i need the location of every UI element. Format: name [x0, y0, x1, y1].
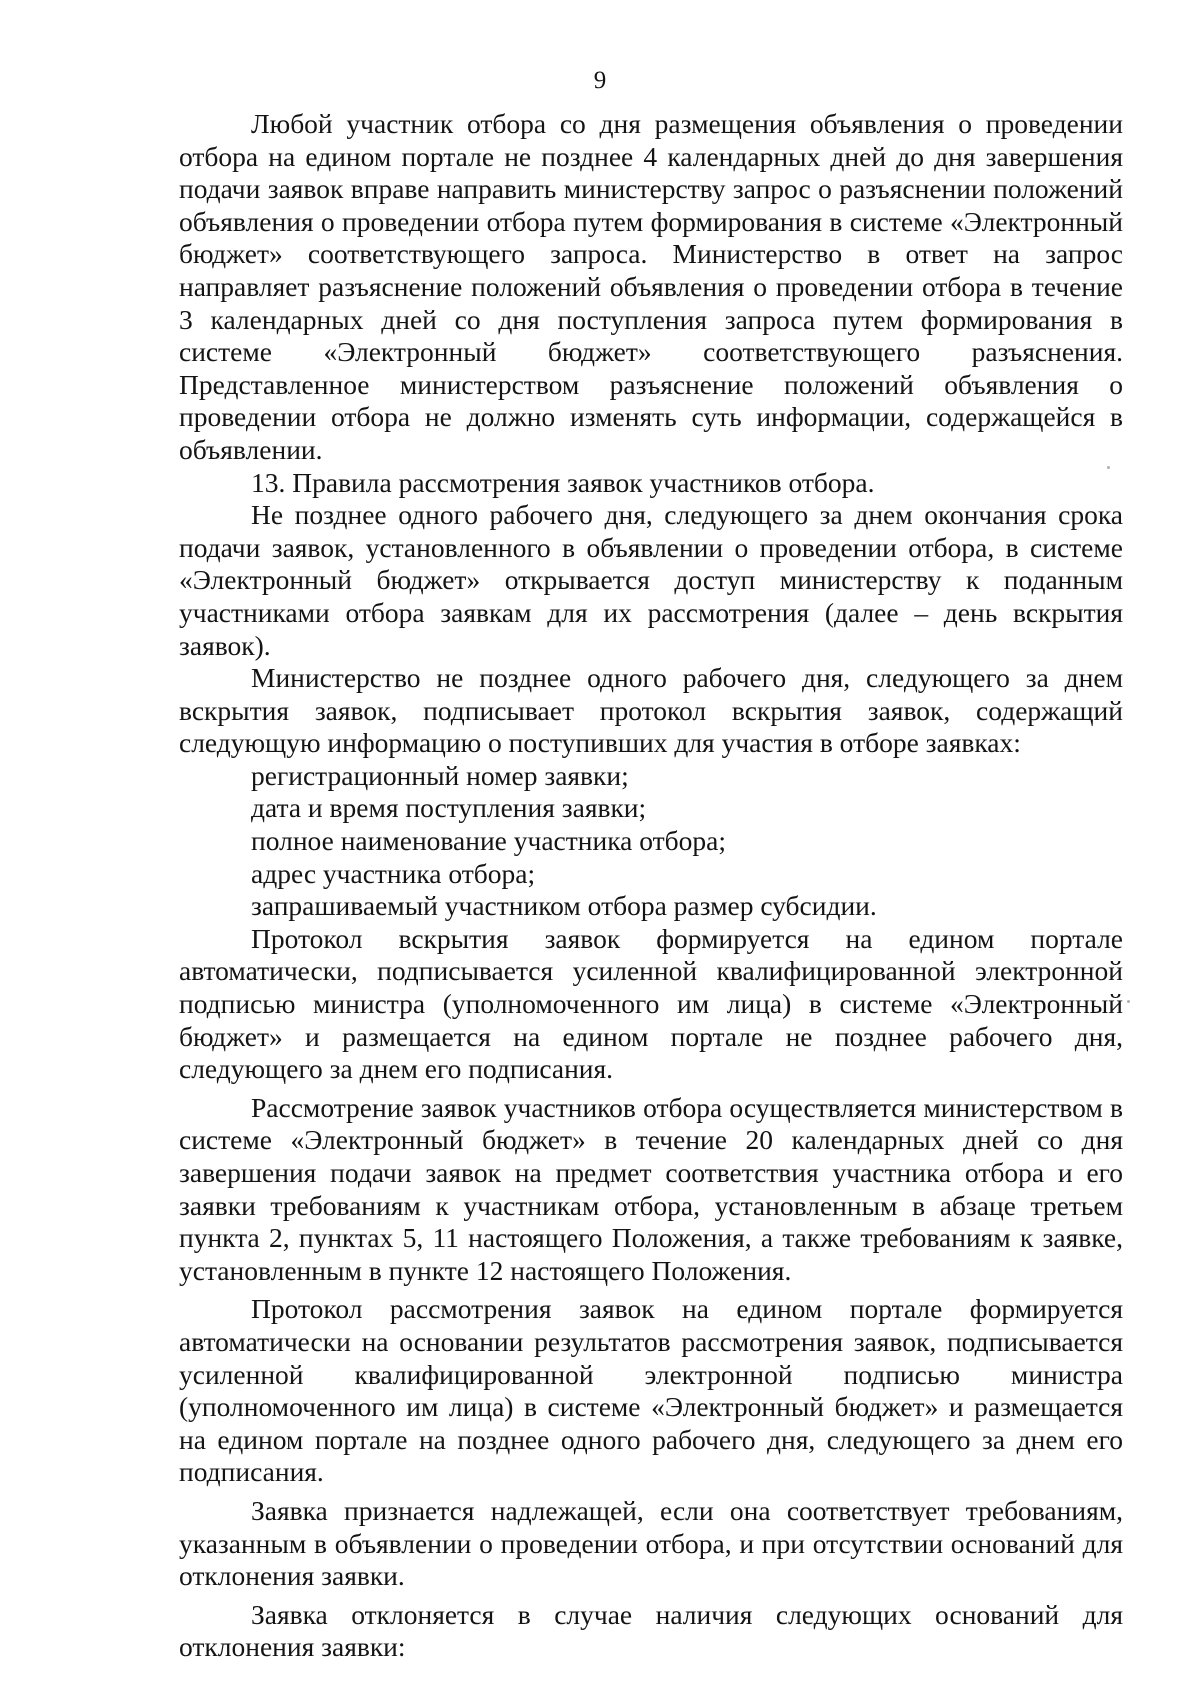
paragraph-opening-protocol: Министерство не позднее одного рабочего дня, следующего за днем вскрытия заявок, подписывает протокол вскрытия заявок, содержащий следующую информацию о поступивших для участия в отборе заявках: — [179, 662, 1123, 759]
page-number: 9 — [593, 67, 607, 94]
paragraph-proper-application: Заявка признается надлежащей, если она соответствует требованиям, указанным в объявлении о проведении отбора, и при отсутствии оснований для отклонения заявки. — [179, 1494, 1123, 1592]
document-body — [179, 108, 1123, 1664]
paragraph-clarification-request: Любой участник отбора со дня размещения объявления о проведении отбора на едином портале не позднее 4 календарных дней до дня завершения подачи заявок вправе направить министерству запрос о разъяснении положений объявления о проведении отбора путем формирования в системе «Электронный бюджет» соответствующего запроса. Министерство в ответ на запрос направляет разъяснение положений объявления о проведении отбора в течение 3 календарных дней со дня поступления запроса путем формирования в системе «Электронный бюджет» соответствующего разъяснения. Представленное министерством разъяснение положений объявления о проведении отбора не должно изменять суть информации, содержащейся в объявлении. — [179, 108, 1123, 465]
paragraph-review-period: Рассмотрение заявок участников отбора осуществляется министерством в системе «Электронный бюджет» в течение 20 календарных дней со дня завершения подачи заявок на предмет соответствия участника отбора и его заявки требованиям к участникам отбора, установленным в абзаце третьем пункта 2, пунктах 5, 11 настоящего Положения, а также требованиям к заявке, установленным в пункте 12 настоящего Положения. — [179, 1091, 1123, 1286]
list-item: адрес участника отбора; — [251, 857, 536, 889]
protocol-info-list — [179, 760, 1123, 923]
scan-speck — [1127, 1000, 1130, 1003]
paragraph-access-opening: Не позднее одного рабочего дня, следующего за днем окончания срока подачи заявок, установленного в объявлении о проведении отбора, в системе «Электронный бюджет» открывается доступ министерству к поданным участниками отбора заявкам для их рассмотрения (далее – день вскрытия заявок). — [179, 499, 1123, 661]
scan-speck — [1107, 466, 1110, 469]
paragraph-protocol-signing: Протокол вскрытия заявок формируется на едином портале автоматически, подписывается усиленной квалифицированной электронной подписью министра (уполномоченного им лица) в системе «Электронный бюджет» и размещается на едином портале не позднее рабочего дня, следующего за днем его подписания. — [179, 922, 1123, 1085]
list-item: регистрационный номер заявки; — [251, 759, 629, 791]
list-item: полное наименование участника отбора; — [251, 825, 726, 857]
paragraph-rejection-grounds: Заявка отклоняется в случае наличия следующих оснований для отклонения заявки: — [179, 1598, 1123, 1663]
section-heading-13: 13. Правила рассмотрения заявок участников отбора. — [251, 466, 875, 498]
list-item: запрашиваемый участником отбора размер субсидии. — [251, 890, 877, 922]
list-item: дата и время поступления заявки; — [251, 792, 647, 824]
paragraph-review-protocol: Протокол рассмотрения заявок на едином портале формируется автоматически на основании результатов рассмотрения заявок, подписывается усиленной квалифицированной электронной подписью министра (уполномоченного им лица) в системе «Электронный бюджет» и размещается на едином портале на позднее одного рабочего дня, следующего за днем его подписания. — [179, 1293, 1123, 1488]
